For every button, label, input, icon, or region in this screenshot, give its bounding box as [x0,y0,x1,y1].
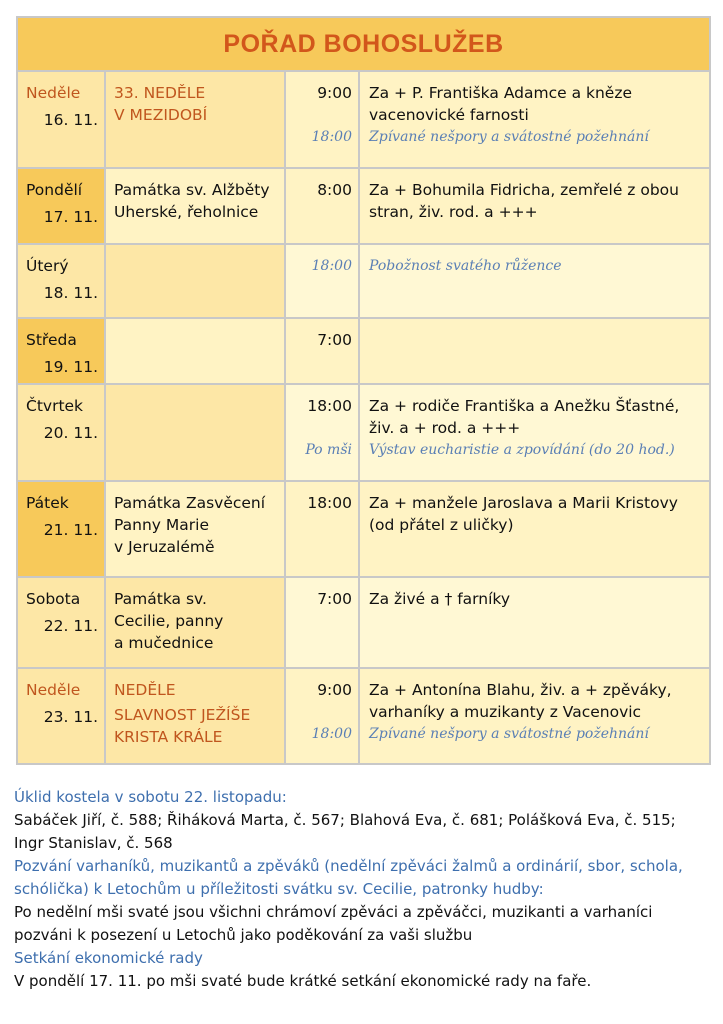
devotion-note: Pobožnost svatého růžence [369,258,562,274]
day-name: Neděle [26,84,81,102]
day-name: Pondělí [26,181,83,199]
mass-time: 18:00 [307,397,352,415]
feast-cell [105,577,285,668]
day-name: Sobota [26,590,81,608]
feast-cell [105,168,285,244]
cleaning-text: Sabáček Jiří, č. 588; Řiháková Marta, č. 567; Blahová Eva, č. 681; Polášková Eva, č. 515; [14,811,676,829]
intention-line: Za + Antonína Blahu, živ. a + zpěváky, [369,681,672,699]
feast-line: Uherské, řeholnice [114,203,259,221]
day-name: Pátek [26,494,69,512]
intention-cell [359,384,710,481]
council-heading: Setkání ekonomické rady [14,949,203,967]
intention-cell [359,668,710,764]
council-text: V pondělí 17. 11. po mši svaté bude krátké setkání ekonomické rady na faře. [14,972,592,990]
day-name: Neděle [26,681,81,699]
schedule-panel [16,16,709,765]
feast-line: a mučednice [114,634,214,652]
day-cell [17,481,105,577]
time-cell [285,71,359,168]
day-date: 16. 11. [43,111,98,129]
schedule-row [17,384,710,481]
time-cell [285,481,359,577]
devotion-time: 18:00 [311,258,352,274]
day-name: Středa [26,331,77,349]
cleaning-text: Ingr Stanislav, č. 568 [14,834,173,852]
vespers-note: Zpívané nešpory a svátostné požehnání [369,129,649,145]
intention-cell [359,71,710,168]
intention-cell [359,318,710,384]
feast-line: KRISTA KRÁLE [114,728,223,746]
schedule-row [17,481,710,577]
announcements [14,786,714,993]
feast-line: NEDĚLE [114,681,176,699]
intention-line: Za + manžele Jaroslava a Marii Kristovy [369,494,678,512]
vespers-time: 18:00 [311,726,352,742]
feast-cell [105,481,285,577]
feast-line: Památka sv. Alžběty [114,181,270,199]
feast-cell [105,71,285,168]
schedule-title-cell [17,17,710,71]
feast-line: Cecilie, panny [114,612,224,630]
intention-line: vacenovické farnosti [369,106,529,124]
day-cell [17,71,105,168]
time-cell [285,168,359,244]
day-cell [17,668,105,764]
schedule-row [17,244,710,318]
mass-time: 9:00 [317,681,352,699]
feast-cell [105,318,285,384]
cleaning-heading: Úklid kostela v sobotu 22. listopadu: [14,788,287,806]
day-cell [17,244,105,318]
time-spacer [286,104,358,126]
intention-line: varhaníky a muzikanty z Vacenovic [369,703,642,721]
schedule-row [17,318,710,384]
time-cell [285,244,359,318]
intention-line: stran, živ. rod. a +++ [369,203,538,221]
invitation-text: pozváni k posezení u Letochů jako poděkování za vaši službu [14,926,473,944]
time-cell [285,577,359,668]
intention-line: Za + Bohumila Fidricha, zemřelé z obou [369,181,679,199]
schedule-row [17,668,710,764]
mass-time: 7:00 [317,590,352,608]
day-date: 23. 11. [43,708,98,726]
intention-line: Za + rodiče Františka a Anežku Šťastné, [369,397,680,415]
time-spacer [286,701,358,723]
intention-cell [359,481,710,577]
day-date: 18. 11. [43,284,98,302]
intention-line: Za živé a † farníky [369,590,511,608]
mass-time: 9:00 [317,84,352,102]
mass-time: 7:00 [317,331,352,349]
day-date: 22. 11. [43,617,98,635]
day-date: 21. 11. [43,521,98,539]
schedule-row [17,577,710,668]
intention-cell [359,244,710,318]
day-name: Čtvrtek [26,397,84,415]
time-cell [285,318,359,384]
vespers-note: Zpívané nešpory a svátostné požehnání [369,726,649,742]
day-cell [17,318,105,384]
schedule-title: POŘAD BOHOSLUŽEB [223,30,504,58]
invitation-heading: schólička) k Letochům u příležitosti svátku sv. Cecilie, patronky hudby: [14,880,544,898]
time-cell [285,668,359,764]
mass-time: 18:00 [307,494,352,512]
day-cell [17,168,105,244]
day-cell [17,577,105,668]
day-name: Úterý [26,257,69,275]
time-cell [285,384,359,481]
schedule-row [17,168,710,244]
schedule-table [16,16,711,765]
day-cell [17,384,105,481]
feast-line: Památka Zasvěcení [114,494,266,512]
day-date: 20. 11. [43,424,98,442]
day-date: 19. 11. [43,358,98,376]
schedule-row [17,71,710,168]
intention-line: (od přátel z uličky) [369,516,514,534]
mass-time: 8:00 [317,181,352,199]
intention-line: Za + P. Františka Adamce a kněze [369,84,633,102]
feast-cell [105,244,285,318]
feast-line: SLAVNOST JEŽÍŠE [114,706,251,724]
feast-cell [105,668,285,764]
invitation-text: Po nedělní mši svaté jsou všichni chrámoví zpěváci a zpěváčci, muzikanti a varhaníci [14,903,653,921]
time-spacer [286,417,358,439]
adoration-note: Výstav eucharistie a zpovídání (do 20 hod.) [369,442,675,458]
feast-line: v Jeruzalémě [114,538,215,556]
feast-line: V MEZIDOBÍ [114,106,208,124]
intention-cell [359,168,710,244]
invitation-heading: Pozvání varhaníků, muzikantů a zpěváků (nedělní zpěváci žalmů a ordinárií, sbor, schola, [14,857,683,875]
feast-cell [105,384,285,481]
after-mass-label: Po mši [305,442,352,458]
day-date: 17. 11. [43,208,98,226]
feast-line: 33. NEDĚLE [114,84,206,102]
intention-line: živ. a + rod. a +++ [369,419,521,437]
feast-line: Památka sv. [114,590,207,608]
intention-cell [359,577,710,668]
feast-line: Panny Marie [114,516,209,534]
vespers-time: 18:00 [311,129,352,145]
